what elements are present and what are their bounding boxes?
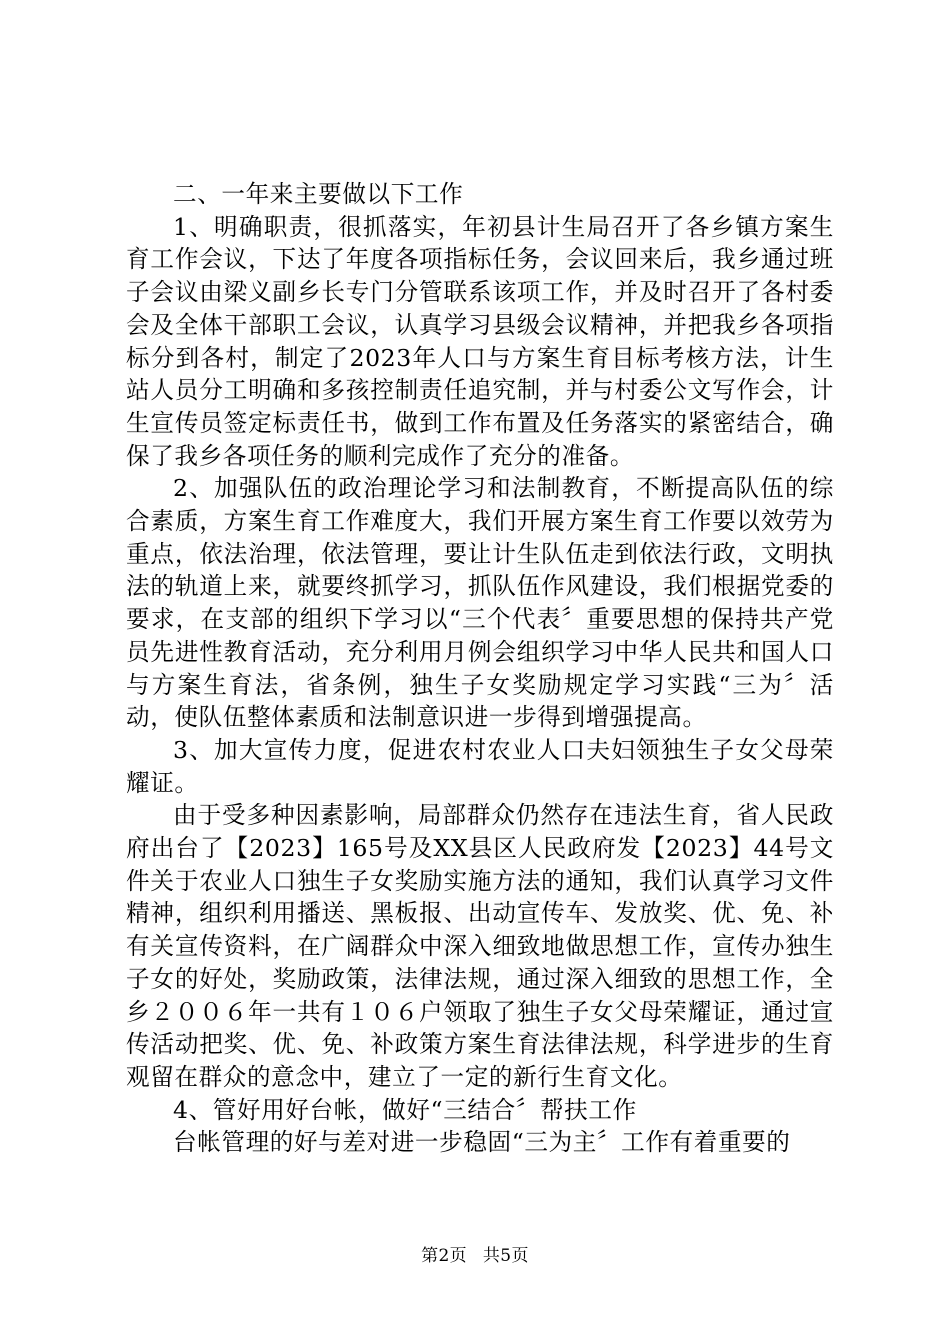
paragraph-item-4-detail: 台帐管理的好与差对进一步稳固“三为主〞工作有着重要的 <box>173 1128 791 1157</box>
paragraph-item-4: 4、管好用好台帐，做好“三结合〞帮扶工作 <box>173 1095 637 1124</box>
paragraph-item-1: 1、明确职责，很抓落实，年初县计生局召开了各乡镇方案生育工作会议，下达了年度各项指标任务，会议回来后，我乡通过班子会议由梁义副乡长专门分管联系该项工作，并及时召开了各村委会及全体干部职工会议，认真学习县级会议精神，并把我乡各项指标分到各村，制定了2023年人口与方案生育目标考核方法，计生站人员分工明确和多孩控制责任追究制，并与村委公文写作会，计生宣传员签定标责任书，做到工作布置及任务落实的紧密结合，确保了我乡各项任务的顺利完成作了充分的准备。 <box>126 212 834 470</box>
section-heading: 二、一年来主要做以下工作 <box>173 180 464 208</box>
paragraph-item-2: 2、加强队伍的政治理论学习和法制教育，不断提高队伍的综合素质，方案生育工作难度大，我们开展方案生育工作要以效劳为重点，依法治理，依法管理，要让计生队伍走到依法行政，文明执法的轨道上来，就要终抓学习，抓队伍作风建设，我们根据党委的要求，在支部的组织下学习以“三个代表〞重要思想的保持共产党员先进性教育活动，充分利用月例会组织学习中华人民共和国人口与方案生育法，省条例，独生子女奖励规定学习实践“三为〞活动，使队伍整体素质和法制意识进一步得到增强提高。 <box>126 474 834 732</box>
page-footer <box>0 1245 950 1267</box>
page-total: 共5页 <box>482 1246 529 1266</box>
document-body <box>126 178 834 1159</box>
page-number: 第2页 <box>421 1246 468 1266</box>
paragraph-item-3: 3、加大宣传力度，促进农村农业人口夫妇领独生子女父母荣耀证。 <box>126 735 834 797</box>
paragraph-item-3-detail: 由于受多种因素影响，局部群众仍然存在违法生育，省人民政府出台了【2023】165号及XX县区人民政府发【2023】44号文件关于农业人口独生子女奖励实施方法的通知，我们认真学习文件精神，组织利用播送、黑板报、出动宣传车、发放奖、优、免、补有关宣传资料，在广阔群众中深入细致地做思想工作，宣传办独生子女的好处，奖励政策，法律法规，通过深入细致的思想工作，全乡２００６年一共有１０６户领取了独生子女父母荣耀证，通过宣传活动把奖、优、免、补政策方案生育法律法规，科学进步的生育观留在群众的意念中，建立了一定的新行生育文化。 <box>126 801 834 1091</box>
